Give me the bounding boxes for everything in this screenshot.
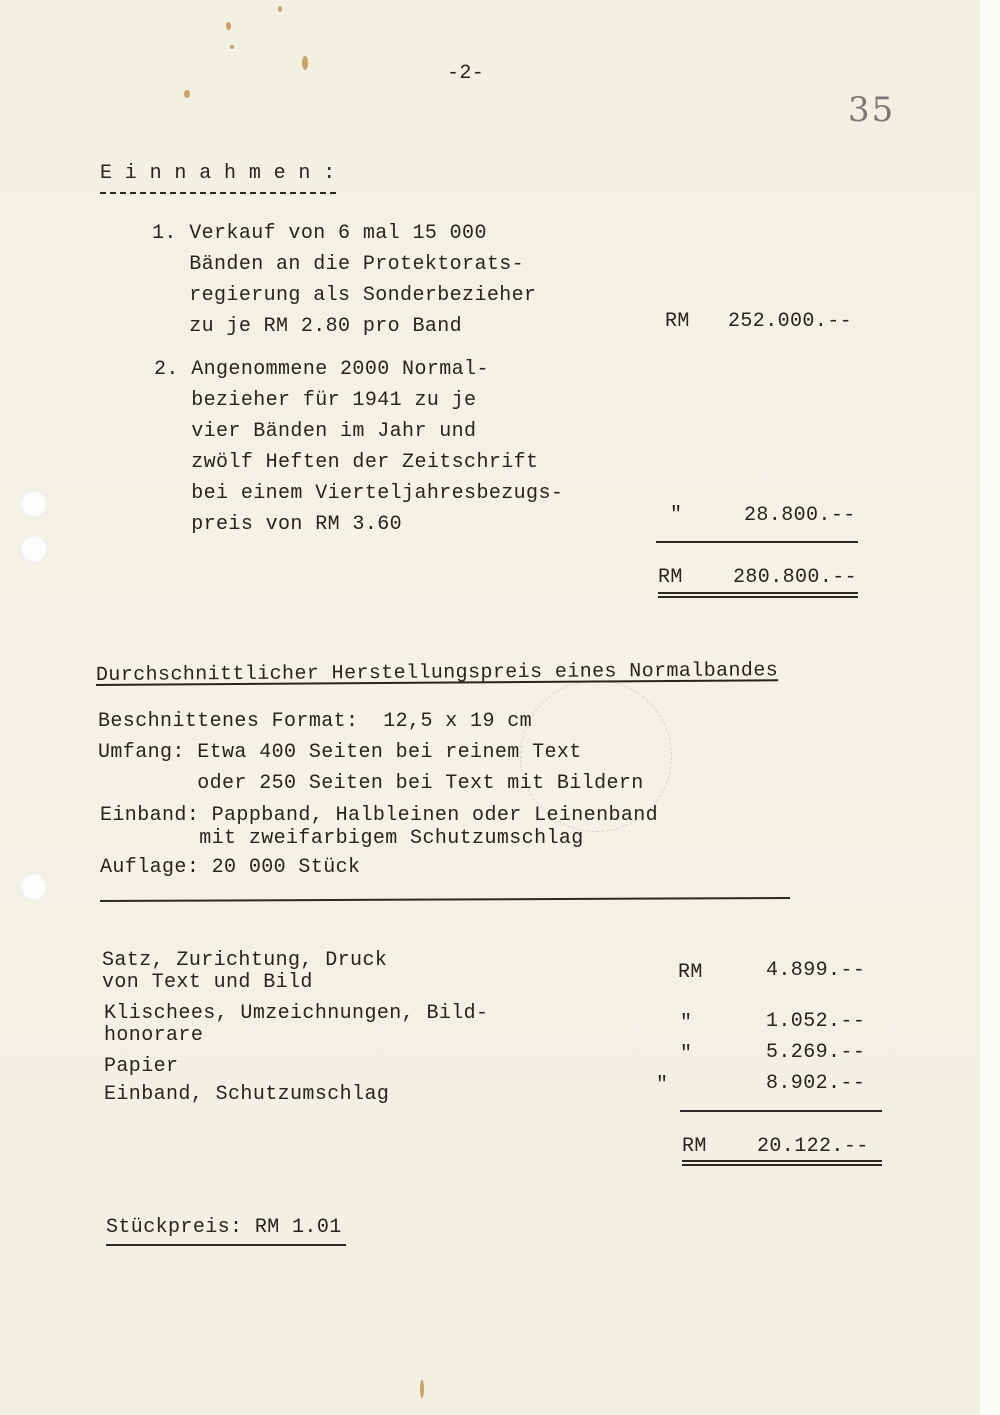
cost-row-amount: 8.902.-- [766,1072,866,1095]
cost-total-double-rule [682,1160,882,1166]
item2-line: zwölf Heften der Zeitschrift [154,451,539,474]
stueckpreis-underline [106,1244,346,1246]
cost-row-amount: 4.899.-- [766,959,866,982]
stueckpreis-line: Stückpreis: RM 1.01 [106,1216,342,1239]
cost-row-label: Satz, Zurichtung, Druck [102,949,388,972]
format-line: Beschnittenes Format: 12,5 x 19 cm [98,710,533,733]
cost-row-amount: 1.052.-- [766,1010,866,1033]
cost-row-label: Einband, Schutzumschlag [104,1083,390,1106]
item2-line: bezieher für 1941 zu je [154,389,477,412]
rust-spot [278,6,282,12]
total-double-rule [658,592,858,598]
rust-spot [230,45,234,49]
page-edge [980,0,1000,1415]
item2-currency: " [670,504,683,527]
cost-row-currency: " [656,1074,669,1097]
cost-row-label: honorare [104,1024,204,1047]
herstellung-heading: Durchschnittlicher Herstellungspreis eines Normalbandes [95,659,779,687]
punch-hole [20,873,48,901]
item1-amount: 252.000.-- [728,310,853,333]
page-number: -2- [447,62,485,85]
folio-number: 35 [848,90,896,130]
item2-amount: 28.800.-- [744,504,856,527]
item2-line: vier Bänden im Jahr und [154,420,477,443]
item1-line: regierung als Sonderbezieher [152,284,537,307]
einnahmen-heading: E i n n a h m e n : [100,162,336,185]
punch-hole [20,490,48,518]
item1-line: 1. Verkauf von 6 mal 15 000 [152,222,487,245]
cost-row-currency: " [680,1012,693,1035]
heading-dashed-underline [100,192,336,194]
cost-row-currency: " [680,1043,693,1066]
kosten-total-amount: 20.122.-- [757,1135,869,1158]
cost-row-label: Papier [104,1055,179,1078]
einband-line: Einband: Pappband, Halbleinen oder Leinenband [100,804,659,827]
rust-spot [184,90,190,98]
umfang-line: oder 250 Seiten bei Text mit Bildern [98,772,644,795]
cost-row-label: Klischees, Umzeichnungen, Bild- [104,1002,489,1025]
kosten-total-currency: RM [682,1135,707,1158]
cost-row-amount: 5.269.-- [766,1041,866,1064]
cost-sum-rule [680,1110,882,1112]
cost-row-currency: RM [678,961,703,984]
einband-line: mit zweifarbigem Schutzumschlag [100,827,584,850]
item1-line: zu je RM 2.80 pro Band [152,315,463,338]
sum-rule [656,541,858,543]
item1-currency: RM [665,310,690,333]
punch-hole [20,535,48,563]
item1-line: Bänden an die Protektorats- [152,253,525,276]
umfang-line: Umfang: Etwa 400 Seiten bei reinem Text [98,741,582,764]
item2-line: preis von RM 3.60 [154,513,403,536]
rust-spot [226,22,231,30]
cost-row-label: von Text und Bild [102,971,313,994]
item2-line: bei einem Vierteljahresbezugs- [154,482,564,505]
auflage-line: Auflage: 20 000 Stück [100,856,361,879]
rust-spot [420,1380,424,1398]
rust-spot [302,56,308,70]
einnahmen-total-currency: RM [658,566,683,589]
einnahmen-total-amount: 280.800.-- [733,566,858,589]
item2-line: 2. Angenommene 2000 Normal- [154,358,489,381]
